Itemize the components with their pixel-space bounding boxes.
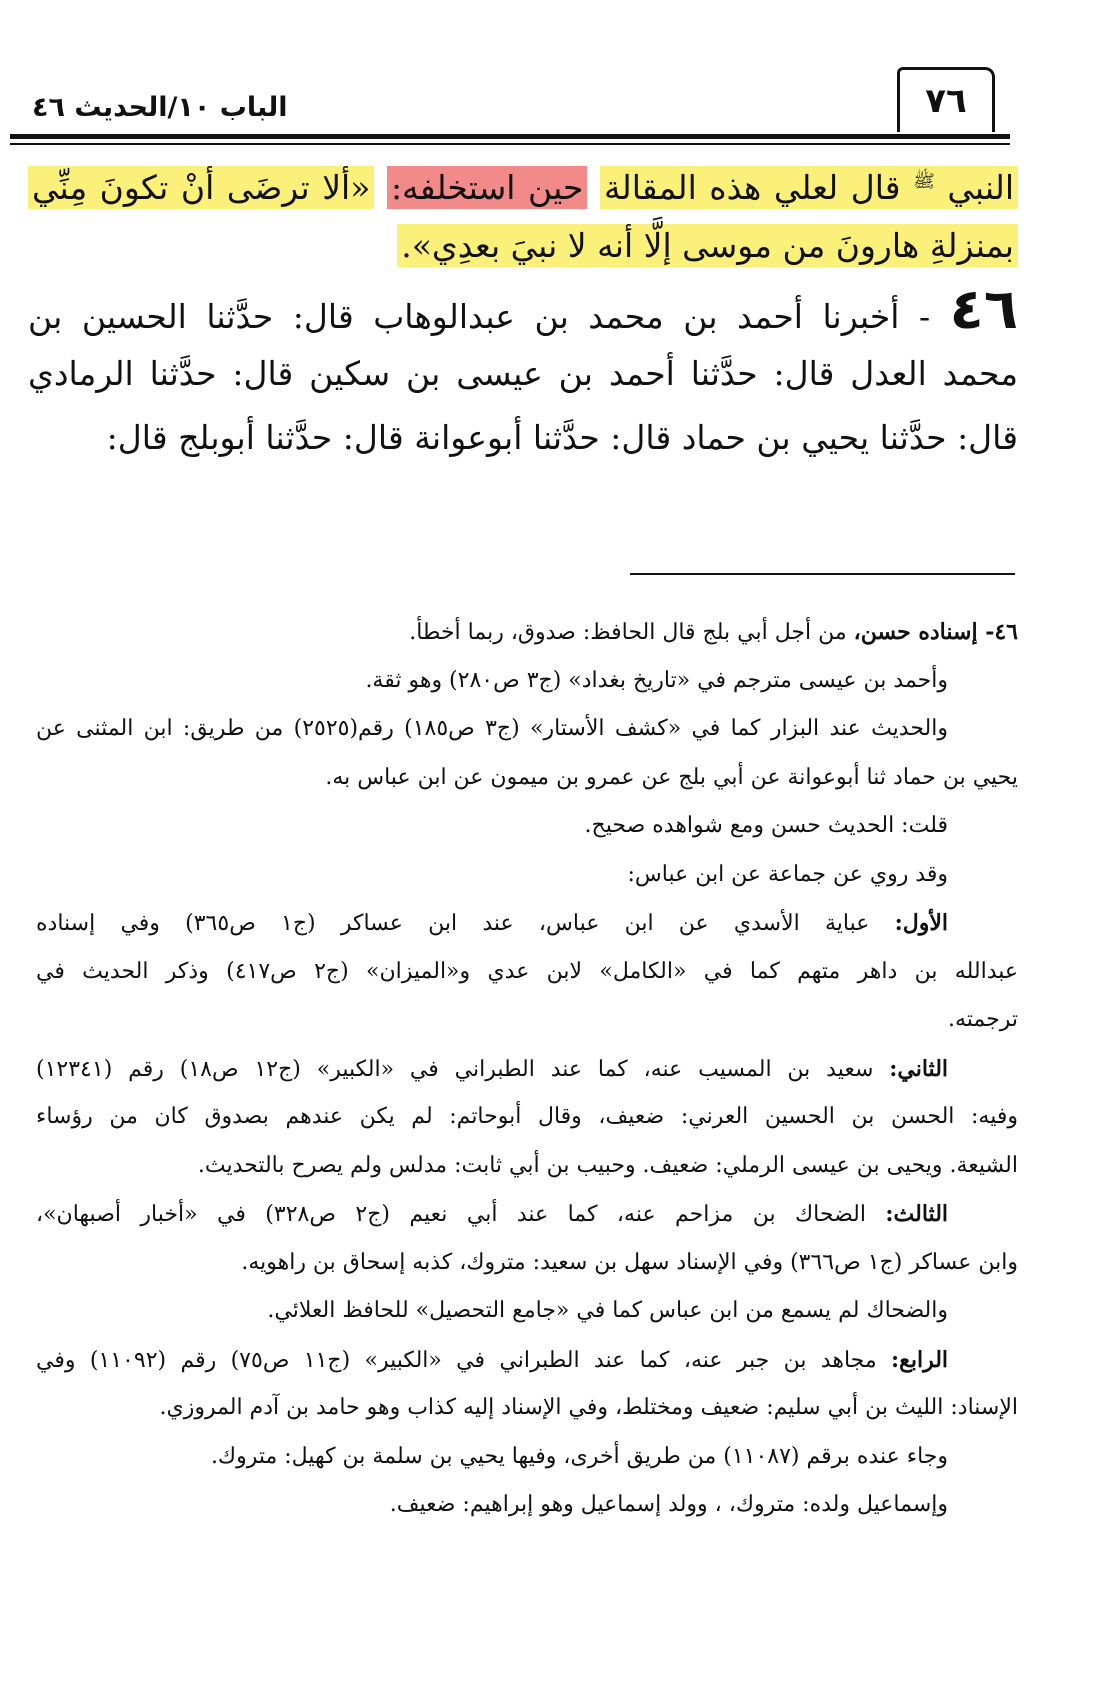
text-span: قال لعلي هذه المقالة: [603, 168, 901, 207]
footnotes: [36, 608, 1018, 1530]
isnad-text: - أخبرنا أحمد بن محمد بن عبدالوهاب قال: حدَّثنا الحسين بن: [28, 297, 931, 336]
footnote-line: وجاء عنده برقم (١١٠٨٧) من طريق أخرى، وفيها يحيي بن سلمة بن كهيل: متروك.: [210, 1443, 948, 1469]
highlighted-quote: «ألا ترضَى أنْ تكونَ مِنِّي: [28, 166, 374, 209]
red-highlighted-text: حين استخلفه:: [387, 166, 588, 209]
page-header: [10, 62, 1010, 142]
page-number: ٧٦: [897, 67, 995, 132]
text-line-3: [28, 278, 1018, 342]
footnote-line: يحيي بن حماد ثنا أبوعوانة عن أبي بلج عن عمرو بن ميمون عن ابن عباس به.: [325, 764, 1018, 790]
salla-ligature: ﷺ: [913, 171, 935, 192]
footnote-line: [36, 1045, 1018, 1094]
header-rule-thick: [10, 134, 1010, 139]
footnote-line: وأحمد بن عيسى مترجم في «تاريخ بغداد» (ج٣ ص٢٨٠) وهو ثقة.: [365, 667, 948, 693]
footnote-line: الإسناد: الليث بن أبي سليم: ضعيف ومختلط، وفي الإسناد إليه كذاب وهو حامد بن آدم المروزي.: [159, 1395, 1018, 1420]
footnote-line: وإسماعيل ولده: متروك، ، وولد إسماعيل وهو إبراهيم: ضعيف.: [389, 1492, 948, 1517]
highlighted-quote-end: بمنزلةِ هارونَ من موسى إلَّا أنه لا نبيَ بعدِي».: [397, 224, 1018, 267]
footnote-text: عباية الأسدي عن ابن عباس، عند ابن عساكر (ج١ ص٣٦٥) وفي إسناده: [36, 911, 870, 936]
footnote-lead: الأول:: [894, 910, 948, 936]
footnote-line: وفيه: الحسن بن الحسين العرني: ضعيف، وقال أبوحاتم: لم يكن عندهم بصدوق كان من رؤساء: [36, 1104, 1018, 1129]
footnote-line: والحديث عند البزار كما في «كشف الأستار» (ج٣ ص١٨٥) رقم(٢٥٢٥) من طريق: ابن المثنى عن: [36, 716, 948, 741]
text-line-2: [28, 214, 1018, 278]
footnote-text: من أجل أبي بلج قال الحافظ: صدوق، ربما أخطأ.: [409, 620, 847, 645]
text-line-4: محمد العدل قال: حدَّثنا أحمد بن عيسى بن سكين قال: حدَّثنا الرمادي: [28, 354, 1018, 393]
footnote-line: عبدالله بن داهر متهم كما في «الكامل» لابن عدي و«الميزان» (ج٢ ص٤١٧) وذكر الحديث في: [36, 958, 1019, 984]
footnote-separator: [630, 573, 1015, 575]
footnote-line: [36, 899, 1018, 948]
footnote-line: قلت: الحديث حسن ومع شواهده صحيح.: [584, 813, 948, 838]
footnote-line: وقد روي عن جماعة عن ابن عباس:: [627, 861, 948, 887]
hadith-number: ٤٦: [949, 277, 1018, 342]
running-title: الباب ١٠/الحديث ٤٦: [32, 92, 288, 123]
footnote-lead: الرابع:: [891, 1346, 949, 1373]
footnote-line: والضحاك لم يسمع من ابن عباس كما في «جامع التحصيل» للحافظ العلائي.: [267, 1298, 948, 1323]
footnote-line: الشيعة. ويحيى بن عيسى الرملي: ضعيف. وحبيب بن أبي ثابت: مدلس ولم يصرح بالتحديث.: [197, 1152, 1018, 1178]
footnote-line: [36, 608, 1018, 657]
footnote-lead: ٤٦- إسناده حسن،: [853, 619, 1018, 645]
footnote-line: وابن عساكر (ج١ ص٣٦٦) وفي الإسناد سهل بن سعيد: متروك، كذبه إسحاق بن راهويه.: [241, 1249, 1018, 1275]
text-line-5: قال: حدَّثنا يحيي بن حماد قال: حدَّثنا أبوعوانة قال: حدَّثنا أبوبلج قال:: [106, 418, 1018, 457]
footnote-text: مجاهد بن جبر عنه، كما عند الطبراني في «الكبير» (ج١١ ص٧٥) رقم (١١٠٩٢) وفي: [36, 1347, 877, 1373]
footnote-line: ترجمته.: [947, 1007, 1018, 1032]
main-text: [28, 150, 1018, 470]
highlighted-text: [600, 166, 1018, 209]
footnote-line: [36, 1336, 1018, 1385]
text-span: النبي: [947, 168, 1015, 207]
header-rule-thin: [10, 143, 1010, 145]
footnote-text: الضحاك بن مزاحم عنه، كما عند أبي نعيم (ج٢ ص٣٢٨) في «أخبار أصبهان»،: [36, 1202, 866, 1227]
footnote-text: سعيد بن المسيب عنه، كما عند الطبراني في «الكبير» (ج١٢ ص١٨) رقم (١٢٣٤١): [36, 1056, 874, 1082]
footnote-line: [36, 1190, 1018, 1239]
footnote-lead: الثاني:: [889, 1055, 949, 1082]
footnote-lead: الثالث:: [885, 1201, 949, 1227]
text-line-1: [28, 150, 1018, 214]
